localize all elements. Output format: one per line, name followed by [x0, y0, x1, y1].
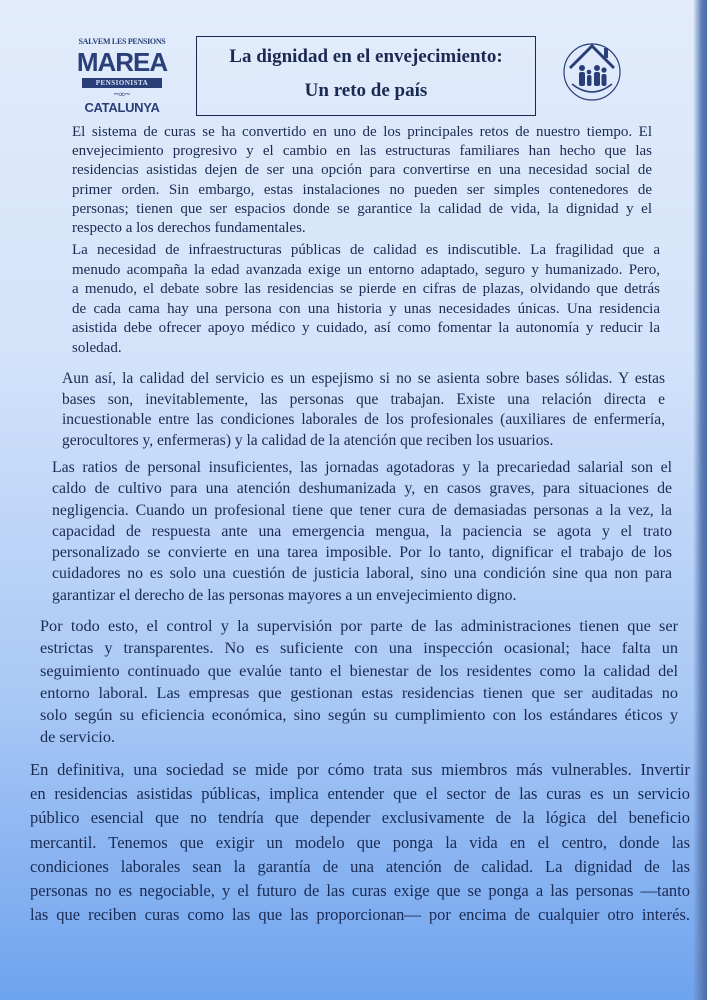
text-line: residencias asistidas dejen de ser una opción para convertirse en una necesidad social de [72, 162, 652, 179]
text-line: caldo de cultivo para una atención deshumanizada y, en casos graves, para situaciones de [52, 480, 672, 498]
text-line: cuidadores no es solo una cuestión de justicia laboral, sino una condición sine qua non para [52, 565, 672, 583]
paragraph-2 [72, 241, 660, 359]
paragraph-6 [30, 758, 690, 927]
text-line: solo según su eficiencia económica, sino según su cumplimiento con los estándares éticos y [40, 705, 678, 725]
text-line: personalizado se convierte en una tarea imposible. Por lo tanto, dignificar el trabajo de los [52, 544, 672, 562]
coordinadora-pensions-logo [556, 32, 628, 104]
title-line-2: Un reto de país [304, 80, 428, 101]
paragraph-5 [40, 615, 678, 749]
logo-tagline: SALVEM LES PENSIONS [78, 37, 166, 46]
text-line: incuestionable entre las condiciones laborales de los profesionales (auxiliares de enfermería, [62, 411, 665, 428]
text-line: respecto a los derechos fundamentales. [72, 220, 306, 237]
text-line: garantizar el derecho de las personas mayores a un envejecimiento digno. [52, 586, 517, 604]
text-line: personas; tienen que ser espacios donde se garantice la calidad de vida, la dignidad y el [72, 200, 652, 217]
page-edge-shadow [693, 0, 707, 1000]
text-line: asistida debe ofrecer apoyo médico y cuidado, así como fomentar la autonomía y reducir la [72, 320, 660, 337]
logo-wordmark: MAREA [76, 47, 168, 77]
text-line: negligencia. Cuando un profesional tiene que tener cura de demasiadas personas a la vez, la [52, 501, 672, 519]
paragraph-1 [72, 123, 652, 238]
text-line: soledad. [72, 339, 122, 356]
text-line: envejecimiento progresivo y el cambio en las estructuras familiares han hecho que las [72, 143, 652, 160]
logo-ornament-icon: ~∞~ [114, 89, 130, 99]
text-line: en residencias asistidas públicas, implica entender que el sector de las curas es un servicio [30, 784, 690, 804]
text-line: En definitiva, una sociedad se mide por cómo trata sus miembros más vulnerables. Invertir [30, 760, 690, 779]
title-box [196, 36, 536, 116]
text-line: El sistema de curas se ha convertido en uno de los principales retos de nuestro tiempo. El [72, 124, 652, 140]
text-line: público esencial que no tendría que depender exclusivamente de la lógica del beneficio [30, 808, 690, 828]
text-line: Por todo esto, el control y la supervisión por parte de las administraciones tienen que ser [40, 616, 678, 635]
text-line: gerocultores y, enfermeras) y la calidad de la atención que reciben los usuarios. [62, 431, 554, 449]
text-line: Aun así, la calidad del servicio es un espejismo si no se asienta sobre bases sólidas. Y estas [62, 370, 665, 387]
text-line: menudo acompaña la edad avanzada exige un entorno adaptado, seguro y humanizado. Pero, [72, 261, 660, 278]
text-line: personas no es negociable, y el futuro de las curas exige que se ponga a las personas —tanto [30, 881, 690, 901]
title-line-1: La dignidad en el envejecimiento: [229, 46, 503, 67]
text-line: capacidad de respuesta ante una emergencia mengua, la paciencia se agota y el trato [52, 522, 672, 540]
text-line: seguimiento continuado que evalúe tanto el bienestar de los residentes como la calidad del [40, 660, 678, 680]
text-line: Las ratios de personal insuficientes, las jornadas agotadoras y la precariedad salarial son el [52, 459, 672, 476]
text-line: La necesidad de infraestructuras públicas de calidad es indiscutible. La fragilidad que a [72, 242, 660, 258]
text-line: mercantil. Tenemos que exigir un modelo que ponga la vida en el centro, donde las [30, 832, 690, 852]
text-line: bases son, inevitablemente, las personas que trabajan. Existe una relación directa e [62, 390, 665, 408]
text-line: de servicio. [40, 727, 116, 747]
marea-pensionista-logo [76, 36, 168, 116]
text-line: condiciones laborales sean la garantía de una atención de calidad. La dignidad de las [30, 856, 690, 876]
text-line: de cada cama hay una persona con una historia y unas necesidades únicas. Una residencia [72, 300, 660, 317]
paragraph-3 [62, 369, 665, 451]
logo-region: CATALUNYA [84, 100, 160, 115]
logo-banner: PENSIONISTA [82, 78, 162, 88]
text-line: entorno laboral. Las empresas que gestionan estas residencias tienen que ser auditadas no [40, 682, 678, 702]
text-line: a menudo, el debate sobre las residencias se pierde en cifras de plazas, olvidando que detrás [72, 281, 660, 298]
text-line: primer orden. Sin embargo, estas instalaciones no pueden ser simples contenedores de [72, 181, 652, 198]
paragraph-4 [52, 457, 672, 606]
text-line: estrictas y transparentes. No es suficiente con una inspección ocasional; hace falta un [40, 638, 678, 658]
text-line: las que reciben curas como las que las proporcionan— por encima de cualquier otro interés. [30, 905, 690, 925]
